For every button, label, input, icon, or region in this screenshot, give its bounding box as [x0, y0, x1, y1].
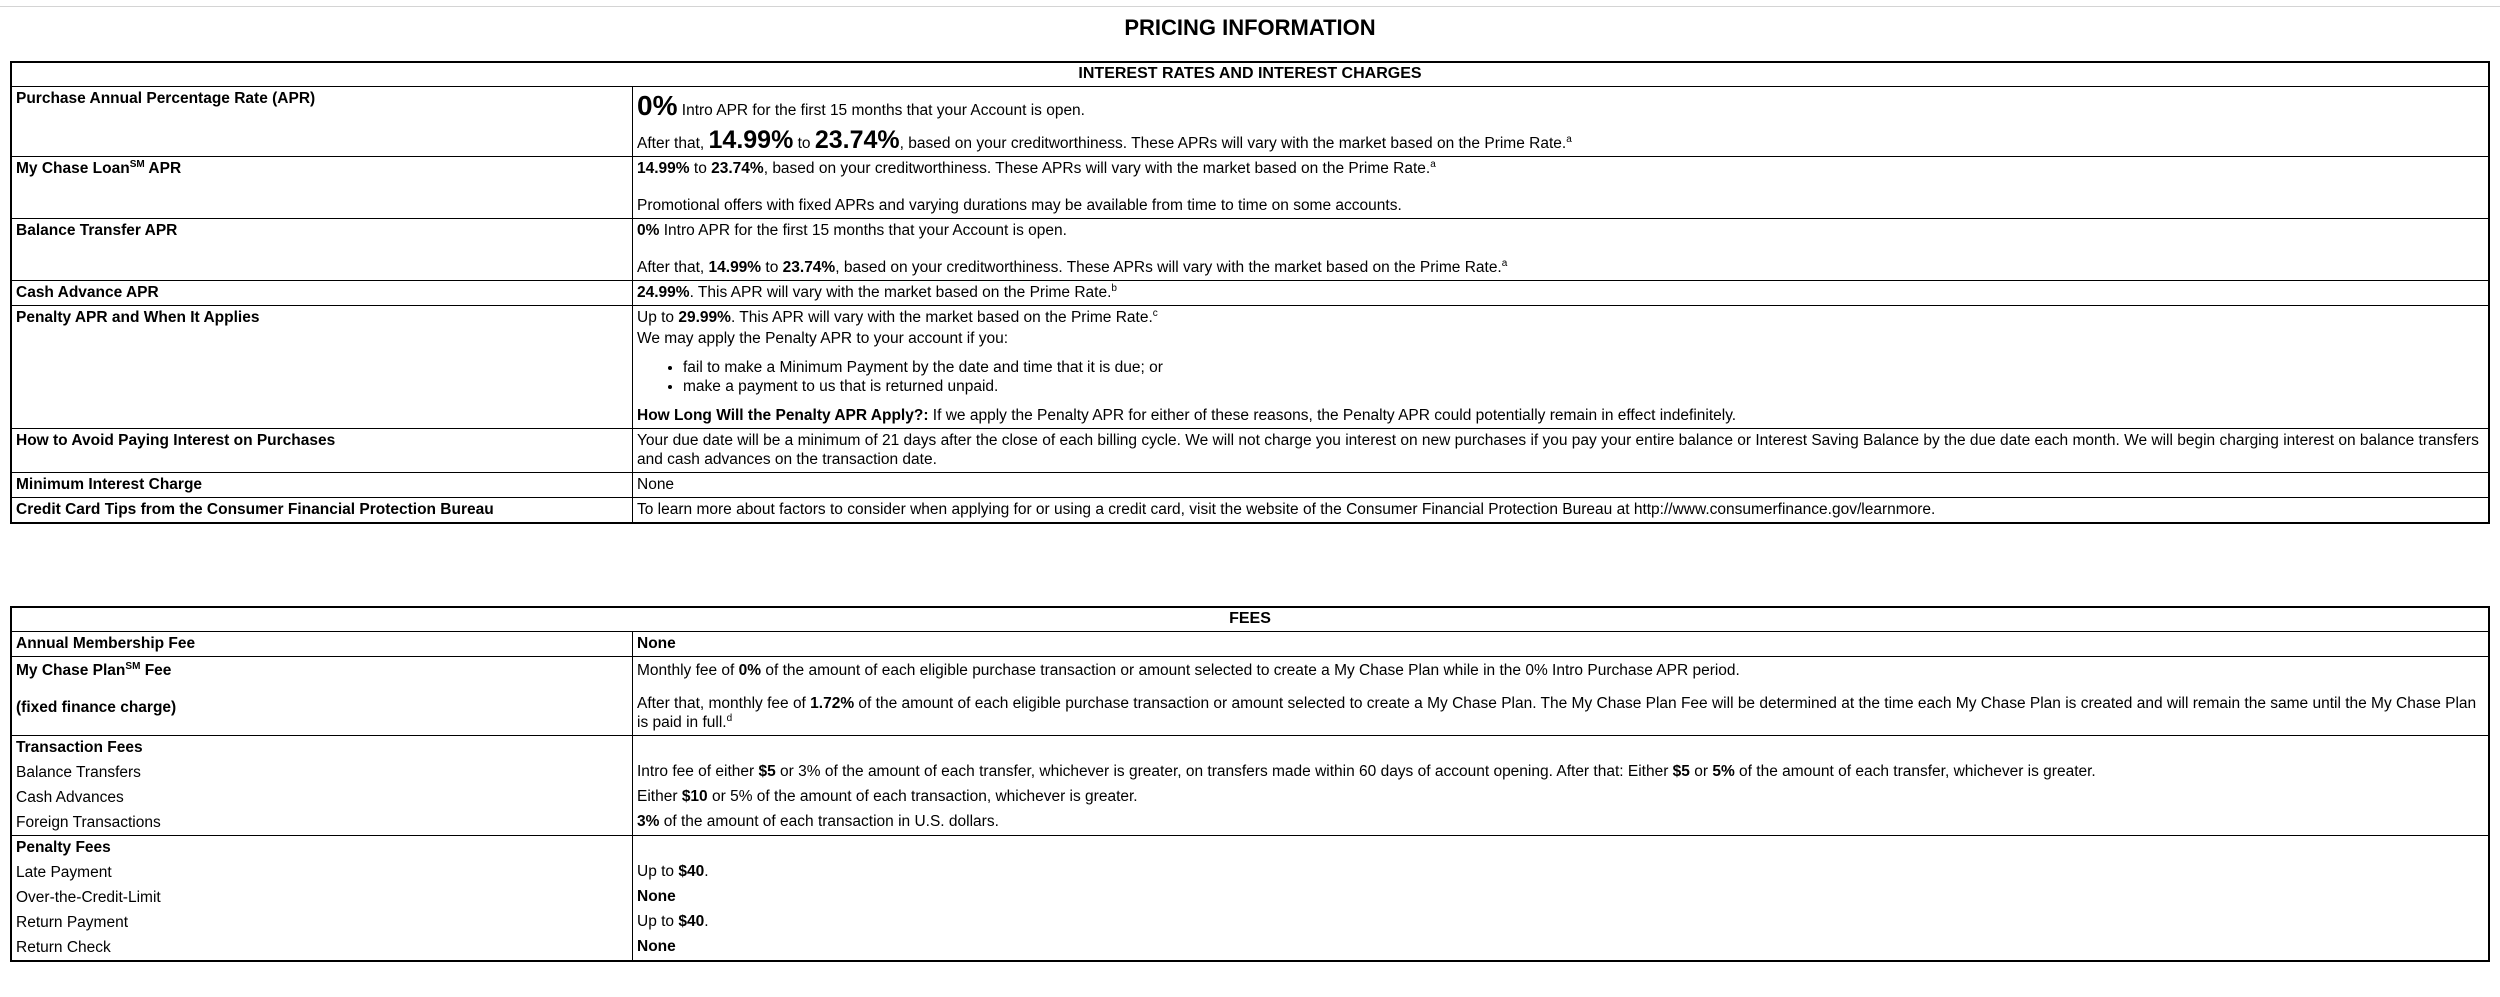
row-balance-transfer-apr — [11, 219, 2489, 281]
transaction-fees-title: Transaction Fees — [16, 739, 143, 756]
cash-advance-rate: 24.99% — [637, 284, 690, 301]
bt-after-suffix: , based on your creditworthiness. These APRs will vary with the market based on the Prime Rate. — [835, 259, 1502, 276]
chase-plan-fee-value — [633, 657, 2490, 736]
return-payment-amount: $40 — [678, 913, 705, 930]
bt-rate-high: 23.74% — [782, 259, 836, 276]
late-suffix: . — [704, 863, 709, 880]
cfpb-label: Credit Card Tips from the Consumer Financial Protection Bureau — [11, 498, 633, 524]
return-check-value: None — [637, 938, 676, 955]
foreign-transactions-label: Foreign Transactions — [16, 814, 161, 831]
fees-header-row — [11, 607, 2489, 632]
penalty-conditions-list — [637, 358, 2484, 396]
bt-fee-a1: $5 — [758, 763, 776, 780]
chase-plan-label-main: My Chase Plan — [16, 662, 126, 679]
chase-plan-label-sup: SM — [125, 660, 141, 672]
cash-advances-label: Cash Advances — [16, 789, 124, 806]
purchase-intro-text: Intro APR for the first 15 months that your Account is open. — [677, 102, 1085, 119]
chase-plan-line1-text: of the amount of each eligible purchase transaction or amount selected to create a My Chase Plan while in the 0% Intro Purchase APR period. — [761, 662, 1740, 679]
chase-plan-line2-rate: 1.72% — [810, 695, 855, 712]
loan-label-sup: SM — [129, 158, 145, 170]
loan-label-tail: APR — [144, 160, 182, 177]
purchase-intro-rate: 0% — [637, 90, 678, 121]
penalty-apr-label: Penalty APR and When It Applies — [11, 306, 633, 429]
purchase-apr-value — [633, 87, 2490, 157]
penalty-how-long-label: How Long Will the Penalty APR Apply?: — [637, 407, 929, 424]
loan-to: to — [689, 160, 712, 177]
list-item: • make a payment to us that is returned unpaid. — [683, 377, 2484, 396]
loan-rate-low: 14.99% — [637, 160, 690, 177]
row-annual-fee — [11, 632, 2489, 657]
bt-fee-t4: of the amount of each transfer, whichever is greater. — [1734, 763, 2096, 780]
penalty-text: . This APR will vary with the market based on the Prime Rate. — [730, 309, 1153, 326]
loan-apr-label — [11, 157, 633, 219]
loan-text: , based on your creditworthiness. These APRs will vary with the market based on the Prime Rate. — [763, 160, 1431, 177]
avoid-interest-label: How to Avoid Paying Interest on Purchases — [11, 429, 633, 473]
ca-fee-t2: or 5% of the amount of each transaction, whichever is greater. — [707, 788, 1138, 805]
penalty-footnote: c — [1152, 307, 1158, 319]
row-cfpb — [11, 498, 2489, 524]
penalty-prefix: Up to — [637, 309, 679, 326]
return-payment-label: Return Payment — [16, 914, 128, 931]
fees-table — [10, 606, 2490, 962]
late-amount: $40 — [678, 863, 705, 880]
row-penalty-apr — [11, 306, 2489, 429]
fees-header: FEES — [11, 607, 2489, 632]
cash-advances-value — [637, 787, 2484, 806]
row-cash-advance-apr — [11, 281, 2489, 306]
penalty-how-long-text: If we apply the Penalty APR for either of these reasons, the Penalty APR could potentially remain in effect indefinitely. — [928, 407, 1737, 424]
cash-advance-text: . This APR will vary with the market based on the Prime Rate. — [689, 284, 1112, 301]
cfpb-value: To learn more about factors to consider when applying for or using a credit card, visit the website of the Consumer Financial Protection Bureau at http://www.consumerfinance.gov/learnmore. — [633, 498, 2490, 524]
purchase-apr-label: Purchase Annual Percentage Rate (APR) — [11, 87, 633, 157]
transaction-fees-value — [633, 736, 2490, 836]
chase-plan-line1-rate: 0% — [738, 662, 762, 679]
bt-fee-a3: 5% — [1712, 763, 1735, 780]
bt-fee-t2: or 3% of the amount of each transfer, whichever is greater, on transfers made within 60 days of account opening. After that: Either — [775, 763, 1673, 780]
bt-fee-a2: $5 — [1672, 763, 1690, 780]
page-title: PRICING INFORMATION — [1124, 15, 1376, 40]
penalty-fees-title: Penalty Fees — [16, 839, 111, 856]
loan-rate-high: 23.74% — [711, 160, 764, 177]
return-payment-prefix: Up to — [637, 913, 679, 930]
purchase-footnote: a — [1566, 133, 1572, 145]
bt-intro-rate: 0% — [637, 222, 660, 239]
cash-advance-footnote: b — [1111, 282, 1117, 294]
balance-transfers-label: Balance Transfers — [16, 764, 141, 781]
row-chase-plan-fee — [11, 657, 2489, 736]
loan-label-main: My Chase Loan — [16, 160, 130, 177]
over-limit-value: None — [637, 888, 676, 905]
late-prefix: Up to — [637, 863, 679, 880]
loan-promo: Promotional offers with fixed APRs and varying durations may be available from time to time on some accounts. — [637, 197, 1402, 214]
return-check-label: Return Check — [16, 939, 111, 956]
foreign-rate: 3% — [637, 813, 660, 830]
bt-intro-text: Intro APR for the first 15 months that your Account is open. — [659, 222, 1067, 239]
loan-apr-value — [633, 157, 2490, 219]
top-divider — [0, 6, 2500, 7]
chase-plan-line2-prefix: After that, monthly fee of — [637, 695, 811, 712]
penalty-fees-label — [11, 836, 633, 962]
penalty-apr-value — [633, 306, 2490, 429]
purchase-rate-high: 23.74% — [814, 126, 900, 154]
penalty-applies: We may apply the Penalty APR to your account if you: — [637, 330, 1009, 347]
loan-footnote: a — [1430, 158, 1436, 170]
bt-fee-t1: Intro fee of either — [637, 763, 759, 780]
foreign-text: of the amount of each transaction in U.S. dollars. — [659, 813, 999, 830]
row-min-interest — [11, 473, 2489, 498]
penalty-fees-value — [633, 836, 2490, 962]
annual-fee-label: Annual Membership Fee — [11, 632, 633, 657]
chase-plan-label-tail: Fee — [140, 662, 172, 679]
balance-transfer-apr-label: Balance Transfer APR — [11, 219, 633, 281]
late-payment-value — [637, 862, 2484, 881]
row-purchase-apr — [11, 87, 2489, 157]
row-avoid-interest — [11, 429, 2489, 473]
min-interest-value: None — [633, 473, 2490, 498]
ca-fee-t1: Either — [637, 788, 682, 805]
interest-header-row — [11, 62, 2489, 87]
avoid-interest-value: Your due date will be a minimum of 21 days after the close of each billing cycle. We will not charge you interest on new purchases if you pay your entire balance or Interest Saving Balance by the due date each month. We will begin charging interest on balance transfers and cash advances on the transaction date. — [633, 429, 2490, 473]
transaction-fees-label — [11, 736, 633, 836]
purchase-after-prefix: After that, — [637, 135, 709, 152]
late-payment-label: Late Payment — [16, 864, 112, 881]
row-transaction-fees — [11, 736, 2489, 836]
chase-plan-line2-text: of the amount of each eligible purchase transaction or amount selected to create a My Chase Plan. The My Chase Plan Fee will be determined at the time each My Chase Plan is created and will remain the same until the My Chase Plan is paid in full. — [637, 695, 2477, 731]
over-limit-label: Over-the-Credit-Limit — [16, 889, 161, 906]
bt-footnote: a — [1501, 257, 1508, 269]
interest-rates-table — [10, 61, 2490, 524]
purchase-rate-low: 14.99% — [708, 126, 794, 154]
cash-advance-apr-value — [633, 281, 2490, 306]
return-payment-suffix: . — [704, 913, 709, 930]
chase-plan-label-sub: (fixed finance charge) — [16, 699, 177, 716]
row-loan-apr — [11, 157, 2489, 219]
annual-fee-value: None — [633, 632, 2490, 657]
bt-after-prefix: After that, — [637, 259, 709, 276]
foreign-transactions-value — [637, 812, 2484, 831]
row-penalty-fees — [11, 836, 2489, 962]
ca-fee-a1: $10 — [681, 788, 708, 805]
cash-advance-apr-label: Cash Advance APR — [11, 281, 633, 306]
return-payment-value — [637, 912, 2484, 931]
purchase-after-suffix: , based on your creditworthiness. These APRs will vary with the market based on the Prime Rate. — [899, 135, 1567, 152]
bt-to: to — [761, 259, 783, 276]
chase-plan-fee-label — [11, 657, 633, 736]
bt-fee-t3: or — [1689, 763, 1713, 780]
chase-plan-footnote: d — [726, 712, 733, 724]
interest-header: INTEREST RATES AND INTEREST CHARGES — [11, 62, 2489, 87]
balance-transfers-value — [637, 762, 2484, 781]
bt-rate-low: 14.99% — [708, 259, 762, 276]
chase-plan-line1-prefix: Monthly fee of — [637, 662, 739, 679]
purchase-to: to — [793, 135, 815, 152]
min-interest-label: Minimum Interest Charge — [11, 473, 633, 498]
balance-transfer-apr-value — [633, 219, 2490, 281]
list-item: • fail to make a Minimum Payment by the date and time that it is due; or — [683, 358, 2484, 377]
penalty-rate: 29.99% — [678, 309, 731, 326]
